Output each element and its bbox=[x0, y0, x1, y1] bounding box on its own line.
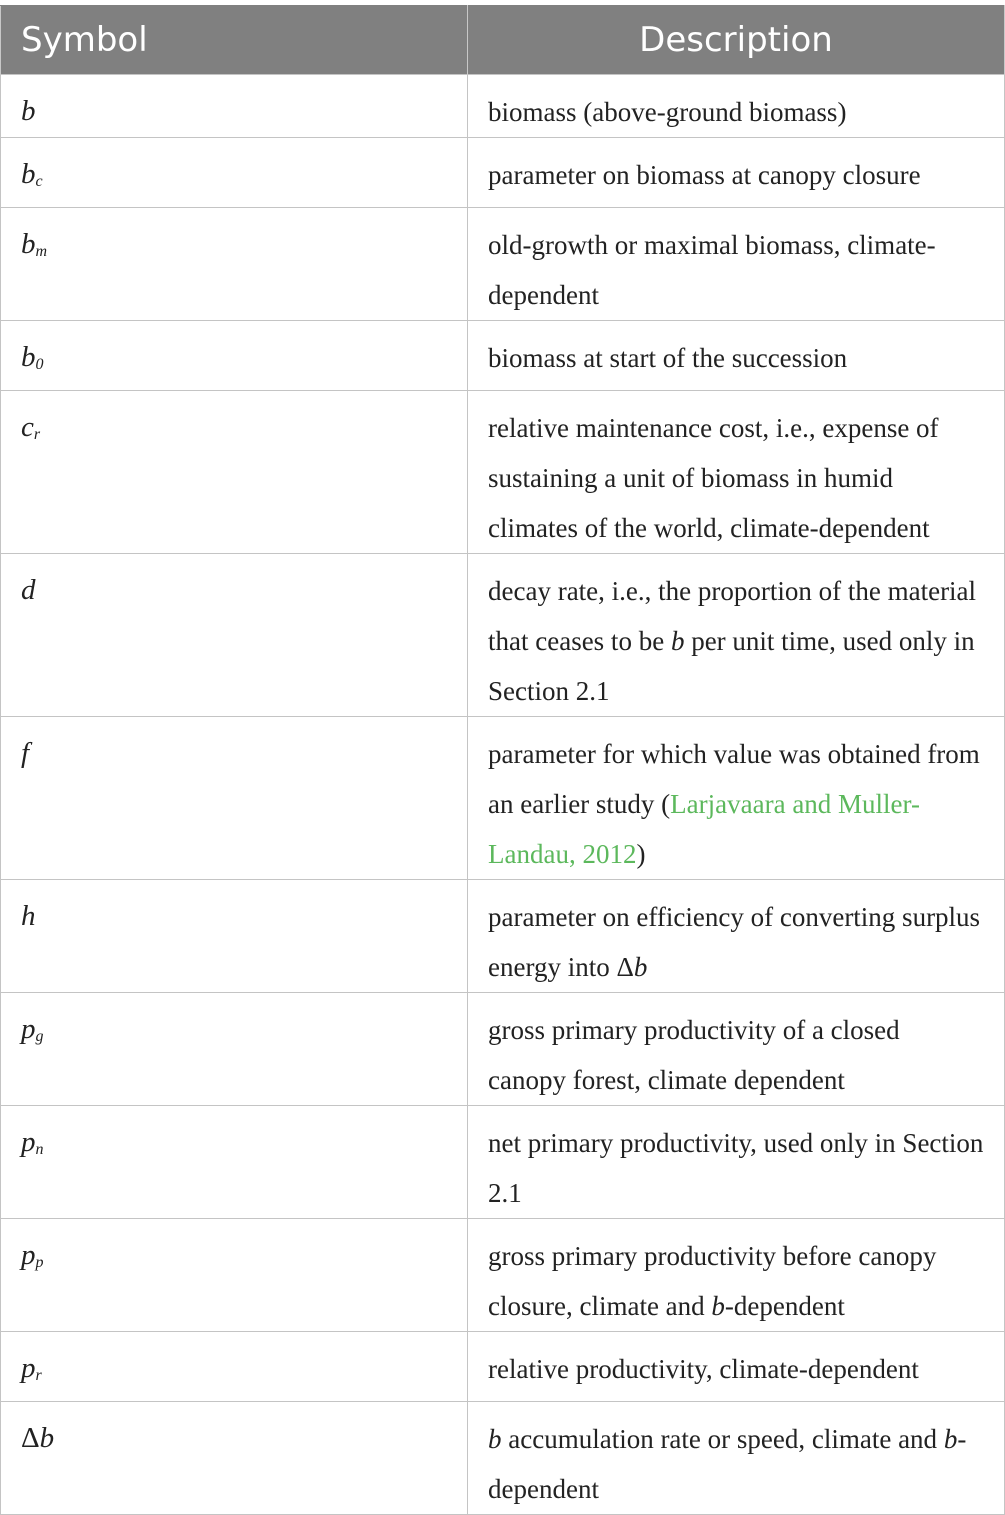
description-cell: old-growth or maximal biomass, climate-dependent bbox=[468, 208, 1005, 321]
header-description: Description bbox=[468, 6, 1005, 75]
table-row bbox=[1, 75, 1005, 138]
symbol-cell: $b_m$ bbox=[1, 208, 468, 321]
description-cell: biomass at start of the succession bbox=[468, 321, 1005, 391]
table-row bbox=[1, 1219, 1005, 1332]
symbol-cell: $p_g$ bbox=[1, 993, 468, 1106]
symbol-cell: d bbox=[1, 554, 468, 717]
description-cell: decay rate, i.e., the proportion of the material that ceases to be b per unit time, used only in Section 2.1 bbox=[468, 554, 1005, 717]
description-cell: parameter on efficiency of converting surplus energy into Δb bbox=[468, 880, 1005, 993]
table-row bbox=[1, 391, 1005, 554]
citation-link[interactable]: Larjavaara and Muller-Landau, 2012 bbox=[488, 789, 920, 869]
symbol-cell: $p_r$ bbox=[1, 1332, 468, 1402]
symbol-table bbox=[0, 5, 1005, 1515]
symbol-cell: f bbox=[1, 717, 468, 880]
header-row bbox=[1, 6, 1005, 75]
table-row bbox=[1, 1332, 1005, 1402]
description-cell: net primary productivity, used only in Section 2.1 bbox=[468, 1106, 1005, 1219]
description-cell: biomass (above-ground biomass) bbox=[468, 75, 1005, 138]
description-cell: relative maintenance cost, i.e., expense of sustaining a unit of biomass in humid climates of the world, climate-dependent bbox=[468, 391, 1005, 554]
description-cell: parameter on biomass at canopy closure bbox=[468, 138, 1005, 208]
description-cell: parameter for which value was obtained from an earlier study (Larjavaara and Muller-Landau, 2012) bbox=[468, 717, 1005, 880]
symbol-cell: $p_p$ bbox=[1, 1219, 468, 1332]
table-row bbox=[1, 717, 1005, 880]
table-row bbox=[1, 321, 1005, 391]
symbol-cell: $b_0$ bbox=[1, 321, 468, 391]
table-row bbox=[1, 1402, 1005, 1515]
table-row bbox=[1, 138, 1005, 208]
description-cell: gross primary productivity of a closed canopy forest, climate dependent bbox=[468, 993, 1005, 1106]
description-cell: b accumulation rate or speed, climate and b-dependent bbox=[468, 1402, 1005, 1515]
table-row bbox=[1, 993, 1005, 1106]
description-cell: relative productivity, climate-dependent bbox=[468, 1332, 1005, 1402]
header-symbol: Symbol bbox=[1, 6, 468, 75]
description-cell: gross primary productivity before canopy closure, climate and b-dependent bbox=[468, 1219, 1005, 1332]
symbol-cell: $b_c$ bbox=[1, 138, 468, 208]
symbol-cell: $p_n$ bbox=[1, 1106, 468, 1219]
symbol-cell: Δb bbox=[1, 1402, 468, 1515]
symbol-cell: h bbox=[1, 880, 468, 993]
table-row bbox=[1, 880, 1005, 993]
table-row bbox=[1, 208, 1005, 321]
symbol-cell: $c_r$ bbox=[1, 391, 468, 554]
table-row bbox=[1, 554, 1005, 717]
symbol-cell: b bbox=[1, 75, 468, 138]
table-row bbox=[1, 1106, 1005, 1219]
